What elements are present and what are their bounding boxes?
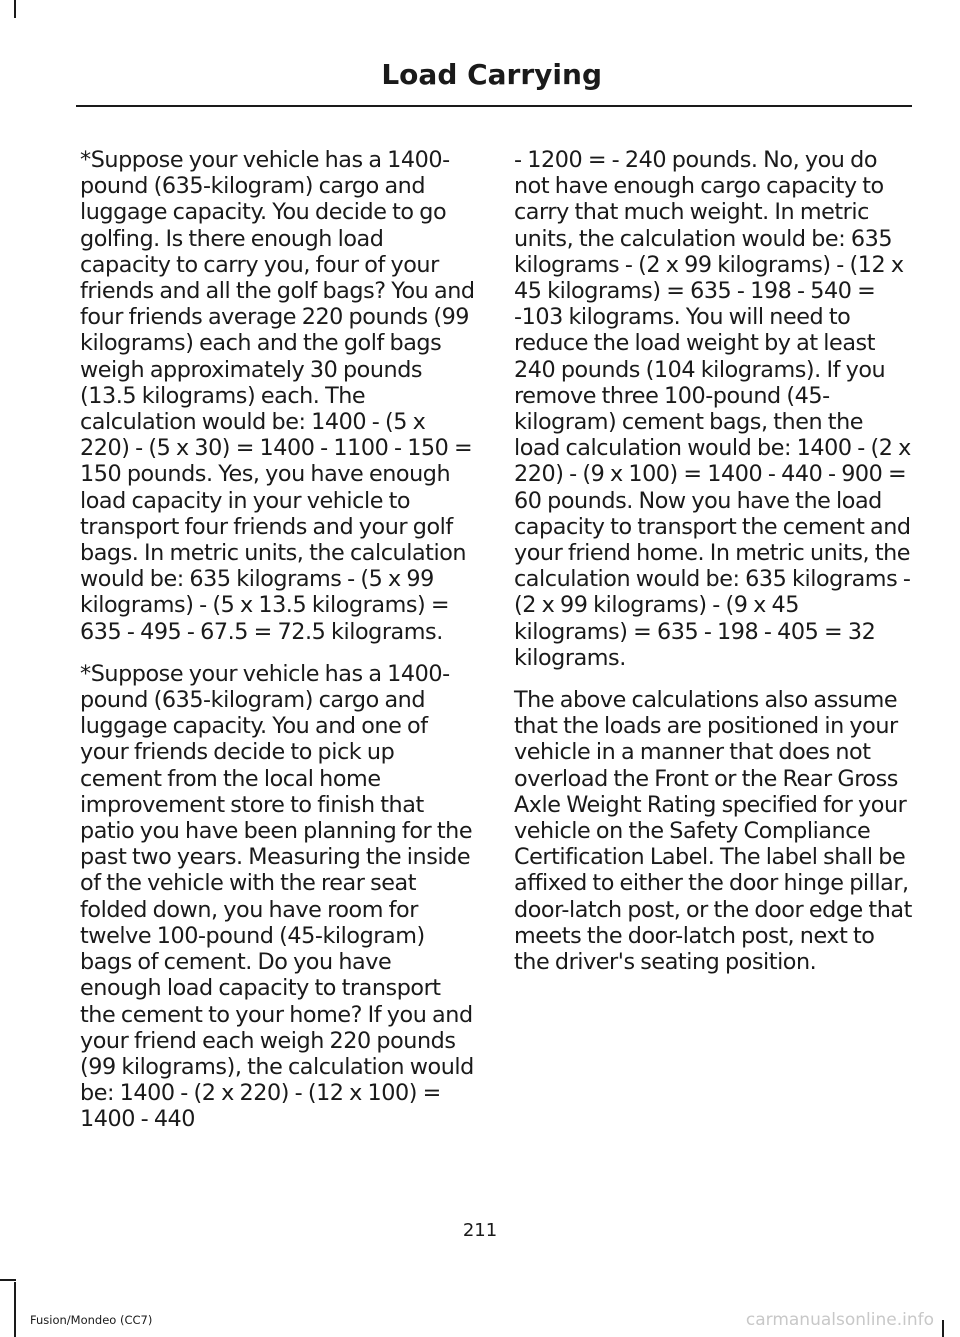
crop-mark-bottom-left-vertical [14, 1282, 16, 1337]
paragraph-golf-example: *Suppose your vehicle has a 1400-pound (635-kilogram) cargo and luggage capacity. You decide to go golfing. Is there enough load capacity to carry you, four of your friends and all the golf bags? You and four friends average 220 pounds (99 kilograms) each and the golf bags weigh approximately 30 pounds (13.5 kilograms) each. The calculation would be: 1400 - (5 x 220) - (5 x 30) = 1400 - 1100 - 150 = 150 pounds. Yes, you have enough load capacity in your vehicle to transport four friends and your golf bags. In metric units, the calculation would be: 635 kilograms - (5 x 99 kilograms) - (5 x 13.5 kilograms) = 635 - 495 - 67.5 = 72.5 kilograms. [80, 147, 475, 645]
paragraph-axle-rating: The above calculations also assume that the loads are positioned in your vehicle in a manner that does not overload the Front or the Rear Gross Axle Weight Rating specified for your vehicle on the Safety Compliance Certification Label. The label shall be affixed to either the door hinge pillar, door-latch post, or the door edge that meets the door-latch post, next to the driver's seating position. [514, 687, 912, 976]
paragraph-cement-continued: - 1200 = - 240 pounds. No, you do not have enough cargo capacity to carry that much weight. In metric units, the calculation would be: 635 kilograms - (2 x 99 kilograms) - (12 x 45 kilograms) = 635 - 198 - 540 = -103 kilograms. You will need to reduce the load weight by at least 240 pounds (104 kilograms). If you remove three 100-pound (45-kilogram) cement bags, then the load calculation would be: 1400 - (2 x 220) - (9 x 100) = 1400 - 440 - 900 = 60 pounds. Now you have the load capacity to transport the cement and your friend home. In metric units, the calculation would be: 635 kilograms - (2 x 99 kilograms) - (9 x 45 kilograms) = 635 - 198 - 405 = 32 kilograms. [514, 147, 911, 671]
right-column [514, 147, 912, 991]
left-column [80, 147, 478, 1149]
crop-mark-bottom-right [942, 1320, 944, 1337]
watermark: carmanualsonline.info [745, 1310, 934, 1330]
crop-mark-bottom-left-horizontal [0, 1279, 16, 1281]
crop-mark-top-left [14, 0, 16, 18]
paragraph-cement-example: *Suppose your vehicle has a 1400-pound (635-kilogram) cargo and luggage capacity. You and one of your friends decide to pick up cement from the local home improvement store to finish that patio you have been planning for the past two years. Measuring the inside of the vehicle with the rear seat folded down, you have room for twelve 100-pound (45-kilogram) bags of cement. Do you have enough load capacity to transport the cement to your home? If you and your friend each weigh 220 pounds (99 kilograms), the calculation would be: 1400 - (2 x 220) - (12 x 100) = 1400 - 440 [80, 660, 474, 1133]
header-divider [76, 105, 912, 107]
page-header [0, 58, 602, 91]
page-number: 211 [462, 1220, 498, 1241]
section-title: Load Carrying [381, 58, 602, 91]
model-label: Fusion/Mondeo (CC7) [30, 1313, 153, 1327]
